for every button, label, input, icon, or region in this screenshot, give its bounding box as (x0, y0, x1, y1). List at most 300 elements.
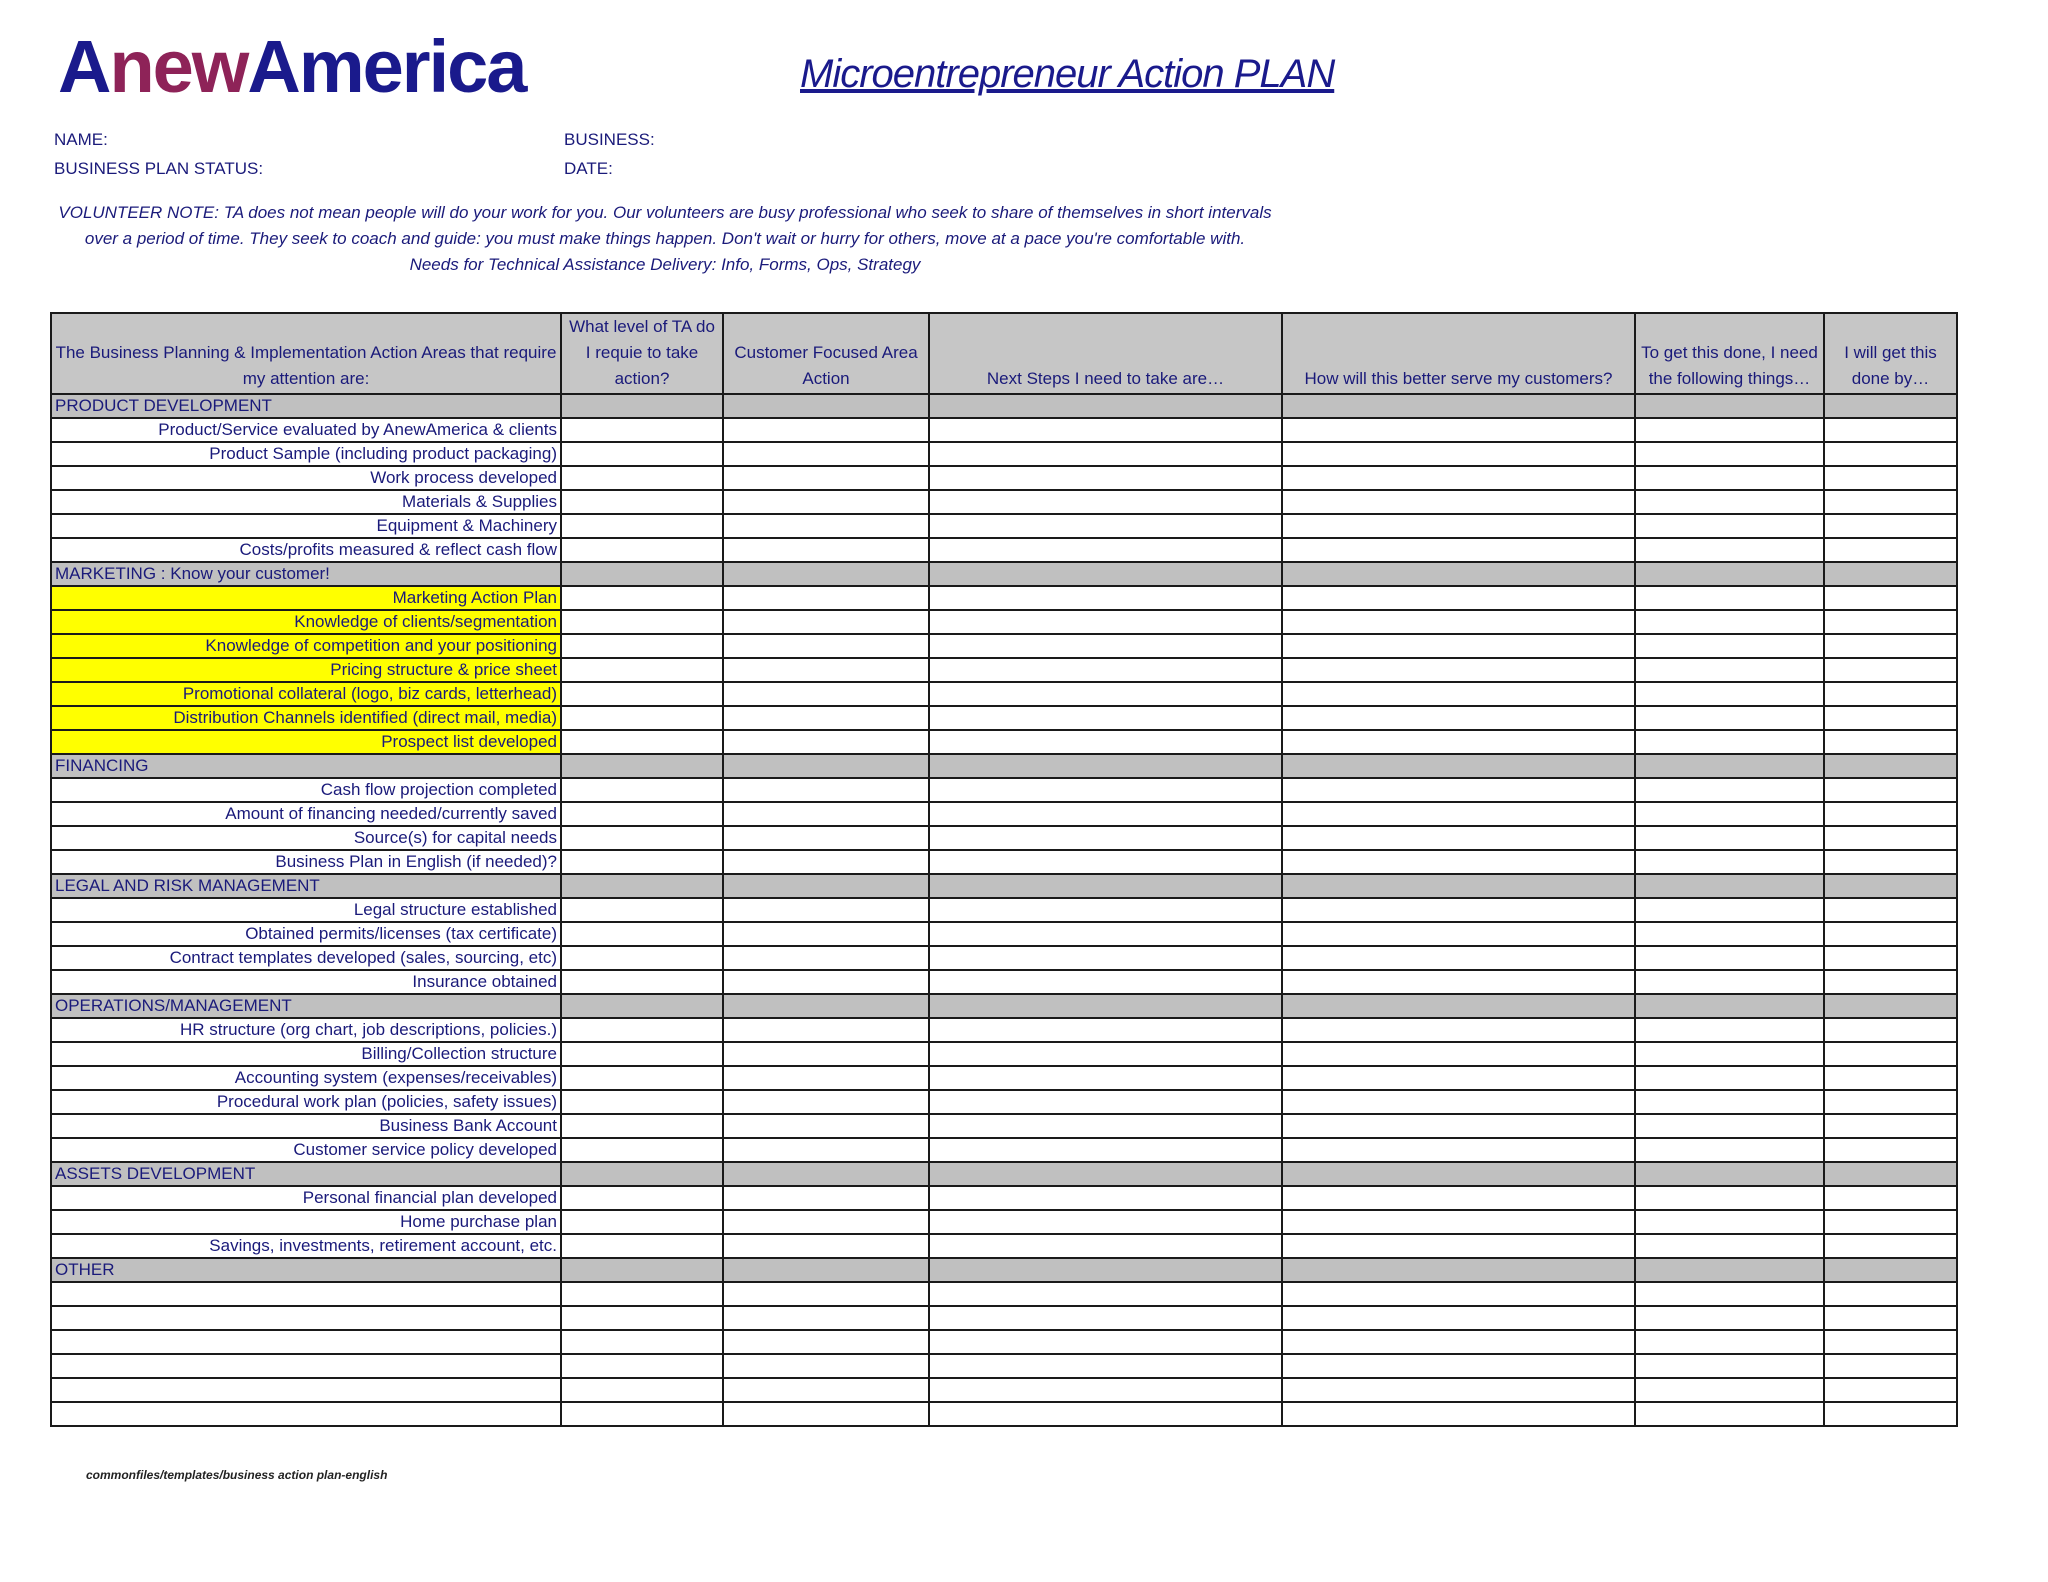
input-cell[interactable] (561, 634, 723, 658)
section-cell (723, 754, 929, 778)
input-cell[interactable] (723, 1066, 929, 1090)
action-area-label: Billing/Collection structure (51, 1042, 561, 1066)
section-label: OTHER (51, 1258, 561, 1282)
volunteer-note-line-2: over a period of time. They seek to coach and guide: you must make things happen. Don't wait or hurry for others, move at a pace you're comfortable with. (84, 229, 1246, 248)
input-cell[interactable] (929, 466, 1282, 490)
action-area-label: Business Plan in English (if needed)? (51, 850, 561, 874)
input-cell[interactable] (1282, 946, 1635, 970)
input-cell[interactable] (929, 1042, 1282, 1066)
input-cell[interactable] (1824, 1210, 1957, 1234)
input-cell[interactable] (723, 1378, 929, 1402)
document-title: Microentrepreneur Action PLAN (800, 52, 1335, 96)
input-cell[interactable] (1635, 610, 1824, 634)
table-row (51, 1354, 1957, 1378)
input-cell[interactable] (1824, 1282, 1957, 1306)
input-cell[interactable] (1635, 778, 1824, 802)
input-cell[interactable] (1824, 922, 1957, 946)
input-cell[interactable] (929, 514, 1282, 538)
action-area-label: Product/Service evaluated by AnewAmerica & clients (51, 418, 561, 442)
action-area-label: Distribution Channels identified (direct mail, media) (51, 706, 561, 730)
input-cell[interactable] (1635, 1042, 1824, 1066)
input-cell[interactable] (723, 682, 929, 706)
input-cell[interactable] (1824, 442, 1957, 466)
input-cell[interactable] (1635, 418, 1824, 442)
input-cell[interactable] (1635, 1018, 1824, 1042)
plan-status-field-label: BUSINESS PLAN STATUS: (54, 159, 264, 178)
input-cell[interactable] (1824, 850, 1957, 874)
input-cell[interactable] (561, 850, 723, 874)
input-cell[interactable] (1635, 1186, 1824, 1210)
input-cell[interactable] (723, 1210, 929, 1234)
input-cell[interactable] (1282, 706, 1635, 730)
section-label: MARKETING : Know your customer! (51, 562, 561, 586)
input-cell[interactable] (723, 1354, 929, 1378)
table-row (51, 1138, 1957, 1162)
section-cell (1282, 874, 1635, 898)
input-cell[interactable] (929, 946, 1282, 970)
input-cell[interactable] (723, 778, 929, 802)
input-cell[interactable] (1282, 490, 1635, 514)
input-cell[interactable] (723, 706, 929, 730)
table-row (51, 850, 1957, 874)
input-cell[interactable] (1824, 826, 1957, 850)
input-cell[interactable] (929, 1066, 1282, 1090)
input-cell[interactable] (1824, 490, 1957, 514)
section-cell (723, 874, 929, 898)
input-cell[interactable] (1824, 658, 1957, 682)
logo-part-1: A (58, 25, 110, 108)
table-row (51, 682, 1957, 706)
input-cell[interactable] (561, 442, 723, 466)
input-cell[interactable] (1282, 898, 1635, 922)
input-cell[interactable] (1282, 538, 1635, 562)
input-cell[interactable] (1282, 778, 1635, 802)
section-cell (929, 754, 1282, 778)
input-cell[interactable] (929, 1402, 1282, 1426)
input-cell[interactable] (561, 658, 723, 682)
section-label: FINANCING (51, 754, 561, 778)
input-cell[interactable] (723, 1090, 929, 1114)
input-cell[interactable] (561, 1114, 723, 1138)
section-cell (1635, 994, 1824, 1018)
input-cell[interactable] (1635, 1306, 1824, 1330)
input-cell[interactable] (723, 1042, 929, 1066)
input-cell[interactable] (561, 1234, 723, 1258)
action-area-label: Marketing Action Plan (51, 586, 561, 610)
input-cell[interactable] (1635, 658, 1824, 682)
input-cell[interactable] (1635, 1282, 1824, 1306)
input-cell[interactable] (1282, 610, 1635, 634)
table-row (51, 1282, 1957, 1306)
section-header-row (51, 754, 1957, 778)
input-cell[interactable] (723, 1018, 929, 1042)
input-cell[interactable] (561, 802, 723, 826)
input-cell[interactable] (1824, 778, 1957, 802)
input-cell[interactable] (723, 658, 929, 682)
volunteer-note-line-1: VOLUNTEER NOTE: TA does not mean people will do your work for you. Our volunteers are busy professional who seek to share of themselves in short intervals (58, 203, 1272, 222)
input-cell[interactable] (1824, 706, 1957, 730)
input-cell[interactable] (723, 826, 929, 850)
input-cell[interactable] (723, 514, 929, 538)
input-cell[interactable] (1635, 706, 1824, 730)
input-cell[interactable] (1635, 1354, 1824, 1378)
input-cell[interactable] (929, 658, 1282, 682)
input-cell[interactable] (929, 1186, 1282, 1210)
input-cell[interactable] (561, 1090, 723, 1114)
table-row (51, 898, 1957, 922)
input-cell[interactable] (1824, 418, 1957, 442)
input-cell[interactable] (561, 514, 723, 538)
input-cell[interactable] (561, 946, 723, 970)
logo-part-2: new (109, 25, 248, 108)
section-cell (723, 994, 929, 1018)
input-cell[interactable] (1635, 538, 1824, 562)
input-cell[interactable] (561, 1042, 723, 1066)
input-cell[interactable] (561, 682, 723, 706)
input-cell[interactable] (1824, 1378, 1957, 1402)
table-row (51, 1186, 1957, 1210)
input-cell[interactable] (561, 706, 723, 730)
input-cell[interactable] (1282, 466, 1635, 490)
input-cell[interactable] (1635, 1210, 1824, 1234)
input-cell[interactable] (929, 802, 1282, 826)
input-cell[interactable] (929, 1018, 1282, 1042)
input-cell[interactable] (1824, 1042, 1957, 1066)
input-cell[interactable] (561, 1378, 723, 1402)
input-cell[interactable] (723, 586, 929, 610)
input-cell[interactable] (1824, 1090, 1957, 1114)
table-row (51, 514, 1957, 538)
input-cell[interactable] (1282, 658, 1635, 682)
input-cell[interactable] (561, 586, 723, 610)
input-cell[interactable] (1635, 1378, 1824, 1402)
input-cell[interactable] (1824, 538, 1957, 562)
input-cell[interactable] (1635, 922, 1824, 946)
input-cell[interactable] (1635, 442, 1824, 466)
input-cell[interactable] (929, 826, 1282, 850)
input-cell[interactable] (929, 1138, 1282, 1162)
action-area-label: Personal financial plan developed (51, 1186, 561, 1210)
input-cell[interactable] (561, 1066, 723, 1090)
input-cell[interactable] (1635, 946, 1824, 970)
section-label: OPERATIONS/MANAGEMENT (51, 994, 561, 1018)
section-cell (1635, 874, 1824, 898)
input-cell[interactable] (1635, 898, 1824, 922)
header-done-by: I will get this done by… (1824, 313, 1957, 394)
input-cell[interactable] (1282, 1042, 1635, 1066)
name-field-label: NAME: (54, 130, 108, 149)
input-cell[interactable] (1635, 1330, 1824, 1354)
input-cell[interactable] (723, 1402, 929, 1426)
input-cell[interactable] (929, 1354, 1282, 1378)
input-cell[interactable] (1282, 1282, 1635, 1306)
input-cell[interactable] (1635, 490, 1824, 514)
input-cell[interactable] (929, 442, 1282, 466)
input-cell[interactable] (929, 1234, 1282, 1258)
section-cell (723, 1162, 929, 1186)
input-cell[interactable] (561, 922, 723, 946)
input-cell[interactable] (929, 898, 1282, 922)
input-cell[interactable] (561, 898, 723, 922)
input-cell[interactable] (723, 850, 929, 874)
table-row (51, 466, 1957, 490)
input-cell[interactable] (561, 1282, 723, 1306)
table-row (51, 802, 1957, 826)
input-cell[interactable] (1282, 1186, 1635, 1210)
input-cell[interactable] (723, 634, 929, 658)
input-cell[interactable] (561, 490, 723, 514)
section-cell (723, 1258, 929, 1282)
table-row (51, 490, 1957, 514)
input-cell[interactable] (723, 1186, 929, 1210)
header-ta-level: What level of TA do I requie to take action? (561, 313, 723, 394)
input-cell[interactable] (1282, 1378, 1635, 1402)
input-cell[interactable] (723, 466, 929, 490)
input-cell[interactable] (1282, 1066, 1635, 1090)
input-cell[interactable] (929, 778, 1282, 802)
input-cell[interactable] (561, 538, 723, 562)
input-cell[interactable] (1282, 1114, 1635, 1138)
input-cell[interactable] (561, 610, 723, 634)
input-cell[interactable] (1282, 1234, 1635, 1258)
input-cell[interactable] (1282, 1018, 1635, 1042)
input-cell[interactable] (561, 730, 723, 754)
input-cell[interactable] (1282, 586, 1635, 610)
input-cell[interactable] (1635, 682, 1824, 706)
input-cell[interactable] (561, 826, 723, 850)
input-cell[interactable] (723, 1234, 929, 1258)
action-area-label: Equipment & Machinery (51, 514, 561, 538)
section-cell (929, 562, 1282, 586)
input-cell[interactable] (1282, 922, 1635, 946)
input-cell[interactable] (723, 1114, 929, 1138)
input-cell[interactable] (1282, 730, 1635, 754)
input-cell[interactable] (1635, 730, 1824, 754)
header-row (51, 313, 1957, 394)
input-cell[interactable] (1635, 826, 1824, 850)
input-cell[interactable] (1635, 586, 1824, 610)
table-row (51, 922, 1957, 946)
section-cell (561, 994, 723, 1018)
action-plan-table (50, 312, 1958, 1427)
action-area-label: Prospect list developed (51, 730, 561, 754)
input-cell[interactable] (1824, 466, 1957, 490)
action-area-label: Customer service policy developed (51, 1138, 561, 1162)
input-cell[interactable] (723, 898, 929, 922)
input-cell[interactable] (929, 1114, 1282, 1138)
input-cell[interactable] (723, 1282, 929, 1306)
input-cell[interactable] (561, 1018, 723, 1042)
input-cell[interactable] (1824, 634, 1957, 658)
input-cell[interactable] (723, 802, 929, 826)
input-cell[interactable] (723, 418, 929, 442)
input-cell[interactable] (723, 490, 929, 514)
input-cell[interactable] (1282, 514, 1635, 538)
input-cell[interactable] (1824, 1234, 1957, 1258)
input-cell[interactable] (1635, 802, 1824, 826)
action-area-label: Work process developed (51, 466, 561, 490)
input-cell[interactable] (1824, 970, 1957, 994)
input-cell[interactable] (561, 1186, 723, 1210)
input-cell[interactable] (561, 1306, 723, 1330)
table-row (51, 826, 1957, 850)
input-cell[interactable] (1824, 1066, 1957, 1090)
input-cell[interactable] (1635, 1066, 1824, 1090)
input-cell[interactable] (561, 1138, 723, 1162)
table-row (51, 1402, 1957, 1426)
input-cell[interactable] (929, 634, 1282, 658)
input-cell[interactable] (1824, 1018, 1957, 1042)
input-cell[interactable] (1282, 418, 1635, 442)
input-cell[interactable] (1635, 634, 1824, 658)
input-cell[interactable] (1824, 946, 1957, 970)
input-cell[interactable] (561, 1330, 723, 1354)
section-cell (723, 394, 929, 418)
header-action-areas: The Business Planning & Implementation Action Areas that require my attention are: (51, 313, 561, 394)
section-cell (1635, 394, 1824, 418)
action-area-label: Home purchase plan (51, 1210, 561, 1234)
input-cell[interactable] (1635, 466, 1824, 490)
input-cell[interactable] (561, 970, 723, 994)
input-cell[interactable] (929, 706, 1282, 730)
input-cell[interactable] (1824, 1138, 1957, 1162)
input-cell[interactable] (561, 778, 723, 802)
input-cell[interactable] (723, 442, 929, 466)
input-cell[interactable] (929, 538, 1282, 562)
input-cell[interactable] (1824, 1186, 1957, 1210)
section-cell (561, 1162, 723, 1186)
header-things-needed: To get this done, I need the following things… (1635, 313, 1824, 394)
input-cell[interactable] (929, 730, 1282, 754)
action-area-label (51, 1330, 561, 1354)
input-cell[interactable] (1824, 898, 1957, 922)
input-cell[interactable] (929, 922, 1282, 946)
table-row (51, 778, 1957, 802)
section-cell (561, 394, 723, 418)
input-cell[interactable] (929, 1378, 1282, 1402)
input-cell[interactable] (1635, 1138, 1824, 1162)
input-cell[interactable] (723, 538, 929, 562)
input-cell[interactable] (1282, 850, 1635, 874)
input-cell[interactable] (1282, 970, 1635, 994)
input-cell[interactable] (1824, 1306, 1957, 1330)
input-cell[interactable] (1824, 586, 1957, 610)
input-cell[interactable] (1824, 1354, 1957, 1378)
input-cell[interactable] (1282, 1330, 1635, 1354)
section-header-row (51, 1258, 1957, 1282)
input-cell[interactable] (723, 1138, 929, 1162)
input-cell[interactable] (723, 922, 929, 946)
input-cell[interactable] (723, 610, 929, 634)
input-cell[interactable] (929, 490, 1282, 514)
input-cell[interactable] (723, 1330, 929, 1354)
input-cell[interactable] (1824, 802, 1957, 826)
table-row (51, 730, 1957, 754)
input-cell[interactable] (561, 418, 723, 442)
input-cell[interactable] (1635, 1402, 1824, 1426)
input-cell[interactable] (929, 586, 1282, 610)
input-cell[interactable] (1282, 826, 1635, 850)
section-cell (1282, 1162, 1635, 1186)
input-cell[interactable] (1282, 1210, 1635, 1234)
table-row (51, 1114, 1957, 1138)
input-cell[interactable] (1824, 730, 1957, 754)
input-cell[interactable] (723, 970, 929, 994)
input-cell[interactable] (1282, 682, 1635, 706)
action-area-label: Source(s) for capital needs (51, 826, 561, 850)
action-area-label (51, 1354, 561, 1378)
action-area-label: Knowledge of clients/segmentation (51, 610, 561, 634)
input-cell[interactable] (723, 730, 929, 754)
input-cell[interactable] (561, 1210, 723, 1234)
input-cell[interactable] (1282, 1138, 1635, 1162)
input-cell[interactable] (1282, 1354, 1635, 1378)
input-cell[interactable] (1282, 802, 1635, 826)
input-cell[interactable] (929, 1210, 1282, 1234)
input-cell[interactable] (561, 1354, 723, 1378)
input-cell[interactable] (929, 970, 1282, 994)
section-label: PRODUCT DEVELOPMENT (51, 394, 561, 418)
action-area-label: Costs/profits measured & reflect cash flow (51, 538, 561, 562)
table-row (51, 658, 1957, 682)
input-cell[interactable] (1635, 850, 1824, 874)
input-cell[interactable] (929, 610, 1282, 634)
section-cell (929, 874, 1282, 898)
action-area-label: Business Bank Account (51, 1114, 561, 1138)
input-cell[interactable] (929, 1090, 1282, 1114)
input-cell[interactable] (1824, 1330, 1957, 1354)
input-cell[interactable] (561, 1402, 723, 1426)
input-cell[interactable] (929, 418, 1282, 442)
input-cell[interactable] (1824, 682, 1957, 706)
input-cell[interactable] (1824, 1402, 1957, 1426)
action-area-label: Materials & Supplies (51, 490, 561, 514)
input-cell[interactable] (1635, 1114, 1824, 1138)
input-cell[interactable] (1635, 514, 1824, 538)
input-cell[interactable] (1282, 1306, 1635, 1330)
input-cell[interactable] (723, 946, 929, 970)
section-cell (929, 1162, 1282, 1186)
action-area-label: Savings, investments, retirement account, etc. (51, 1234, 561, 1258)
input-cell[interactable] (929, 1282, 1282, 1306)
volunteer-note-line-3: Needs for Technical Assistance Delivery: Info, Forms, Ops, Strategy (409, 255, 921, 274)
input-cell[interactable] (723, 1306, 929, 1330)
table-row (51, 586, 1957, 610)
input-cell[interactable] (1282, 634, 1635, 658)
input-cell[interactable] (1824, 610, 1957, 634)
input-cell[interactable] (1635, 970, 1824, 994)
section-cell (1824, 754, 1957, 778)
input-cell[interactable] (561, 466, 723, 490)
input-cell[interactable] (1282, 1090, 1635, 1114)
header-serve-customers: How will this better serve my customers? (1282, 313, 1635, 394)
input-cell[interactable] (929, 1306, 1282, 1330)
input-cell[interactable] (1282, 442, 1635, 466)
input-cell[interactable] (929, 1330, 1282, 1354)
input-cell[interactable] (1635, 1234, 1824, 1258)
input-cell[interactable] (1824, 514, 1957, 538)
table-row (51, 1306, 1957, 1330)
input-cell[interactable] (1824, 1114, 1957, 1138)
section-header-row (51, 394, 1957, 418)
business-field-label: BUSINESS: (564, 130, 655, 149)
input-cell[interactable] (929, 682, 1282, 706)
action-area-label: Contract templates developed (sales, sourcing, etc) (51, 946, 561, 970)
action-area-label (51, 1402, 561, 1426)
input-cell[interactable] (1635, 1090, 1824, 1114)
input-cell[interactable] (929, 850, 1282, 874)
input-cell[interactable] (1282, 1402, 1635, 1426)
